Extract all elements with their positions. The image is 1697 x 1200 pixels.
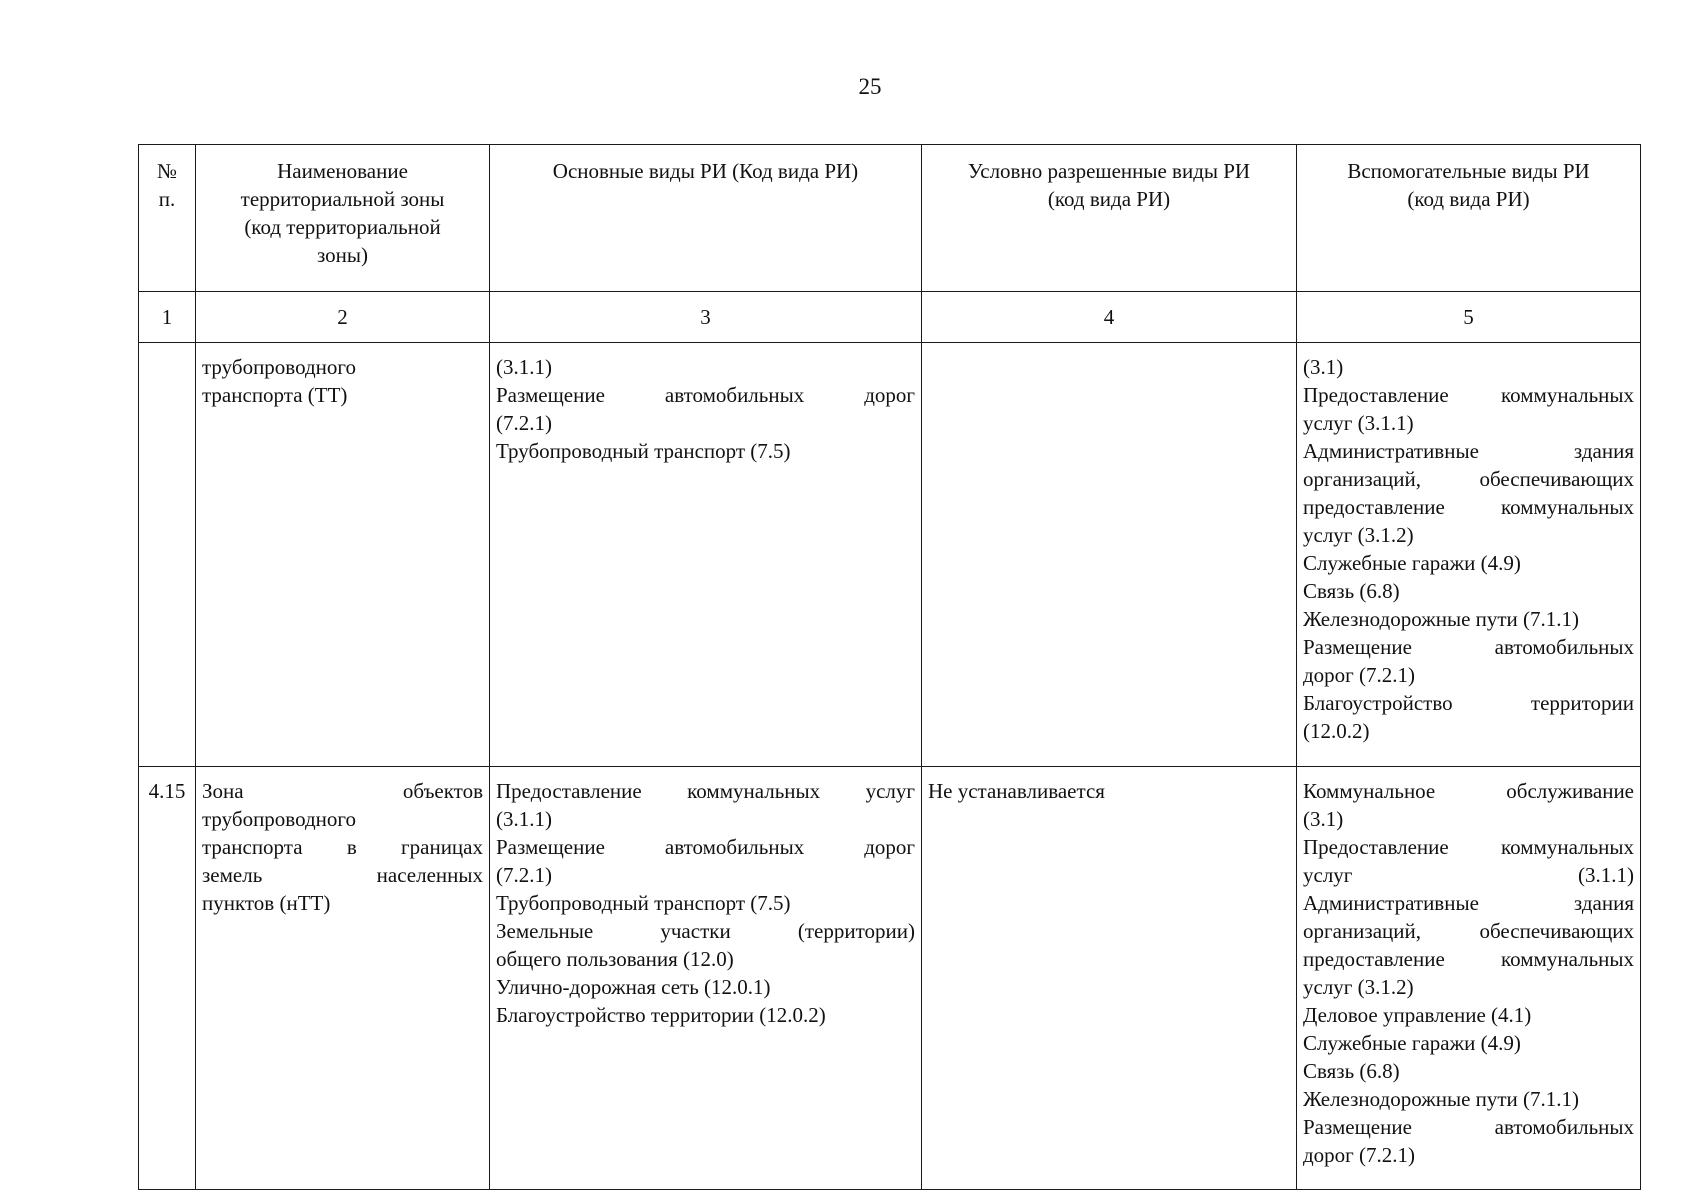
cell-line: услуг (3.1.2) [1303, 975, 1414, 999]
cell-line: Связь (6.8) [1303, 1059, 1400, 1083]
cell-line: общего пользования (12.0) [496, 947, 734, 971]
table-row [139, 343, 1641, 767]
cell-line: пунктов (нТТ) [202, 891, 331, 915]
cell-line: (код вида РИ) [1407, 187, 1530, 211]
cell-line: Служебные гаражи (4.9) [1303, 1031, 1521, 1055]
cell-line: Не устанавливается [928, 779, 1105, 803]
main-uses-cell [490, 767, 922, 1190]
cell-line: (код вида РИ) [1047, 187, 1171, 211]
cell-line: (код территориальной [244, 215, 441, 239]
column-number-row [139, 292, 1641, 343]
cell-line: Трубопроводный транспорт (7.5) [496, 891, 791, 915]
cell-line: (7.2.1) [496, 863, 552, 887]
header-cell-auxiliary-uses [1297, 145, 1641, 292]
cell-line: территориальной зоны [240, 187, 445, 211]
cell-line: (12.0.2) [1303, 719, 1370, 743]
cell-line: Размещение автомобильных [1303, 1115, 1634, 1139]
cell-line: организаций, обеспечивающих [1303, 467, 1634, 491]
header-cell-number [139, 145, 196, 292]
cell-line: Улично-дорожная сеть (12.0.1) [496, 975, 771, 999]
cell-line: предоставление коммунальных [1303, 947, 1634, 971]
zone-name-cell [196, 343, 490, 767]
column-number: 3 [490, 292, 922, 343]
cell-line: Земельные участки (территории) [496, 919, 915, 943]
table-row [139, 767, 1641, 1190]
cell-line: Основные виды РИ (Код вида РИ) [552, 159, 859, 183]
header-cell-main-uses [490, 145, 922, 292]
cell-line: Наименование [277, 159, 408, 183]
cell-line: услуг (3.1.1) [1303, 411, 1414, 435]
cell-line: Размещение автомобильных [1303, 635, 1634, 659]
conditional-uses-cell [922, 343, 1297, 767]
cell-line: Благоустройство территории [1303, 691, 1634, 715]
cell-line: Железнодорожные пути (7.1.1) [1303, 607, 1580, 631]
main-uses-cell [490, 343, 922, 767]
cell-line: зоны) [316, 243, 368, 267]
header-cell-conditional-uses [922, 145, 1297, 292]
cell-line: предоставление коммунальных [1303, 495, 1634, 519]
cell-line: Коммунальное обслуживание [1303, 779, 1634, 803]
cell-line: Размещение автомобильных дорог [496, 835, 915, 859]
column-number: 5 [1297, 292, 1641, 343]
cell-line: Деловое управление (4.1) [1303, 1003, 1532, 1027]
cell-line: № [156, 159, 178, 183]
cell-line: организаций, обеспечивающих [1303, 919, 1634, 943]
header-row [139, 145, 1641, 292]
cell-line: Административные здания [1303, 891, 1634, 915]
cell-line: услуг (3.1.2) [1303, 523, 1414, 547]
cell-line: Предоставление коммунальных услуг [496, 779, 915, 803]
cell-line: Предоставление коммунальных [1303, 835, 1634, 859]
cell-line: транспорта в границах [202, 835, 483, 859]
cell-line: земель населенных [202, 863, 483, 887]
cell-line: Вспомогательные виды РИ [1347, 159, 1590, 183]
cell-line: транспорта (ТТ) [202, 383, 348, 407]
page-number: 25 [858, 74, 882, 99]
cell-line: Железнодорожные пути (7.1.1) [1303, 1087, 1580, 1111]
cell-line: трубопроводного [202, 355, 356, 379]
cell-line: п. [158, 187, 176, 211]
row-number [139, 343, 196, 767]
zone-name-cell [196, 767, 490, 1190]
cell-line: дорог (7.2.1) [1303, 1143, 1416, 1167]
cell-line: Служебные гаражи (4.9) [1303, 551, 1521, 575]
cell-line: Трубопроводный транспорт (7.5) [496, 439, 791, 463]
column-number: 1 [139, 292, 196, 343]
auxiliary-uses-cell [1297, 767, 1641, 1190]
cell-line: Зона объектов [202, 779, 483, 803]
conditional-uses-cell [922, 767, 1297, 1190]
cell-line: дорог (7.2.1) [1303, 663, 1416, 687]
cell-line: (3.1) [1303, 807, 1344, 831]
column-number: 4 [922, 292, 1297, 343]
cell-line: (3.1) [1303, 355, 1344, 379]
cell-line: (7.2.1) [496, 411, 552, 435]
cell-line: трубопроводного [202, 807, 356, 831]
cell-line: (3.1.1) [496, 355, 552, 379]
column-number: 2 [196, 292, 490, 343]
header-cell-zone-name [196, 145, 490, 292]
zones-table [138, 144, 1641, 1190]
cell-line: Благоустройство территории (12.0.2) [496, 1003, 826, 1027]
cell-line: услуг (3.1.1) [1303, 863, 1634, 887]
cell-line: Административные здания [1303, 439, 1634, 463]
cell-line: (3.1.1) [496, 807, 552, 831]
cell-line: Размещение автомобильных дорог [496, 383, 915, 407]
cell-line: Связь (6.8) [1303, 579, 1400, 603]
cell-line: Предоставление коммунальных [1303, 383, 1634, 407]
auxiliary-uses-cell [1297, 343, 1641, 767]
cell-line: Условно разрешенные виды РИ [967, 159, 1251, 183]
row-number: 4.15 [139, 767, 196, 1190]
